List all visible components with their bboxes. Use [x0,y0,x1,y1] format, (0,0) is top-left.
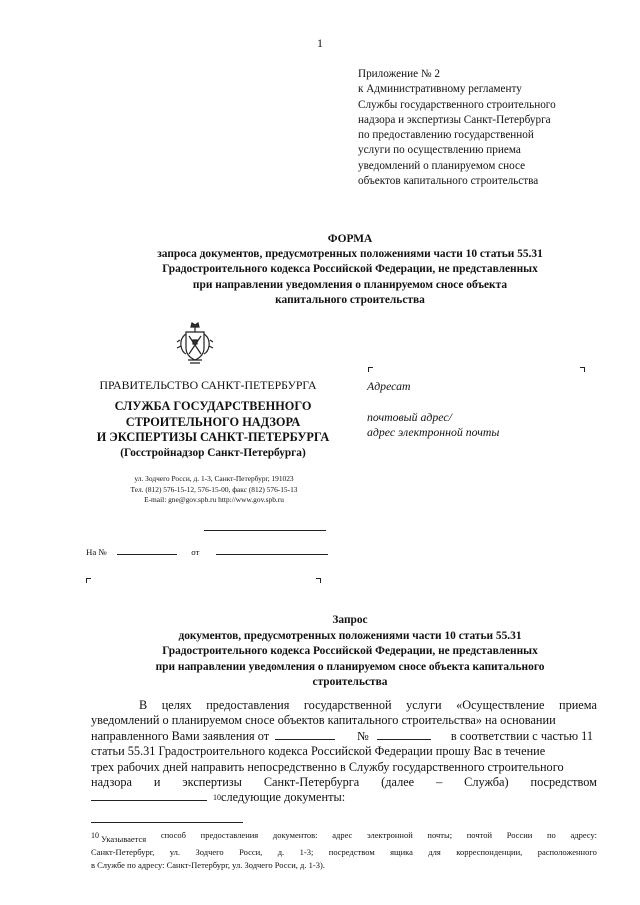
application-number-blank [377,729,431,740]
body-line: направленного Вами заявления от № в соответствии с частью 11 [91,728,594,743]
corner-mark [580,367,585,372]
application-date-blank [275,729,335,740]
appendix-line: услуги по осуществлению приема [358,144,521,157]
contacts-block [92,474,336,506]
appendix-line: надзора и экспертизы Санкт-Петербурга [358,113,551,126]
footnote-line: в Службе по адресу: Санкт-Петербург, ул. Зодчего Росси, д. 1-3). [91,860,325,871]
request-title-line: документов, предусмотренных положениями части 10 статьи 55.31 [178,629,522,642]
footnote [91,829,597,872]
form-title-line: Градостроительного кодекса Российской Федерации, не представленных [162,263,538,276]
addressee-postal [367,410,499,440]
ref-number-label: На № [86,547,107,557]
body-line: надзора и экспертизы Санкт-Петербурга (далее – Служба) посредством [91,775,597,790]
request-title-line: Градостроительного кодекса Российской Федерации, не представленных [162,645,538,657]
contact-line: E-mail: gne@gov.spb.ru http://www.gov.spb.ru [144,495,284,505]
request-title-line: при направлении уведомления о планируемом сносе объекта капитального [155,660,545,673]
service-name-line: И ЭКСПЕРТИЗЫ САНКТ-ПЕТЕРБУРГА [96,430,330,444]
footnote-separator [91,822,243,823]
body-line: трех рабочих дней направить непосредственно в Службу государственного строительного [91,759,564,774]
date-blank-line [204,530,326,531]
ref-date-blank [216,544,328,555]
footnote-line: $^{10}$ Указывается способ предоставления документов: адрес электронной почты; почтой России по адресу: [91,830,597,844]
page-number: 1 [317,36,323,50]
ref-date-label: от [191,547,200,557]
body-text [91,698,597,806]
body-line: 10 следующие документы: [91,790,597,805]
ref-number-blank [117,544,177,555]
request-title-line: строительства [312,676,388,688]
government-name: ПРАВИТЕЛЬСТВО САНКТ-ПЕТЕРБУРГА [99,378,317,392]
corner-mark [316,578,321,583]
appendix-line: Службы государственного строительного [358,98,556,111]
service-short-name: (Госстройнадзор Санкт-Петербурга) [120,446,306,459]
footnote-line: Санкт-Петербург, ул. Зодчего Росси, д. 1-3; посредством ящика для корреспонденции, расположенного [91,847,597,858]
body-line: уведомлений о планируемом сносе объектов капитального строительства» на основании [91,713,556,728]
appendix-block [358,67,618,189]
body-line: статьи 55.31 Градостроительного кодекса Российской Федерации прошу Вас в течение [91,744,546,759]
footnote-ref: 10 [213,793,221,803]
request-title [60,613,640,691]
service-name-line: СТРОИТЕЛЬНОГО НАДЗОРА [125,414,301,429]
form-title [60,232,640,308]
appendix-line: к Административному регламенту [358,83,522,96]
form-title-line: капитального строительства [275,293,425,306]
appendix-line: уведомлений о планируемом сносе [358,159,526,172]
appendix-line: объектов капитального строительства [358,175,539,188]
corner-mark [86,578,91,583]
delivery-method-blank [91,790,207,801]
postal-line: почтовый адрес/ [367,410,452,424]
coat-of-arms-icon [176,320,214,366]
form-title-heading: ФОРМА [327,233,373,245]
postal-line: адрес электронной почты [367,425,500,440]
body-line: В целях предоставления государственной услуги «Осуществление приема [139,698,597,712]
service-name-block [70,399,356,461]
reference-row [86,544,328,557]
contact-line: ул. Зодчего Росси, д. 1-3, Санкт-Петербург, 191023 [134,474,294,483]
corner-mark [368,367,373,372]
service-name-line: СЛУЖБА ГОСУДАРСТВЕННОГО [114,399,312,413]
appendix-line: Приложение № 2 [358,68,440,80]
appendix-line: по предоставлению государственной [358,129,534,142]
contact-line: Тел. (812) 576-15-12, 576-15-00, факс (812) 576-15-13 [130,484,298,494]
form-title-line: запроса документов, предусмотренных положениями части 10 статьи 55.31 [157,248,543,261]
request-title-heading: Запрос [332,614,368,626]
footnote-number: 10 [91,831,99,840]
form-title-line: при направлении уведомления о планируемом сносе объекта [192,278,508,291]
addressee-label: Адресат [367,379,411,393]
